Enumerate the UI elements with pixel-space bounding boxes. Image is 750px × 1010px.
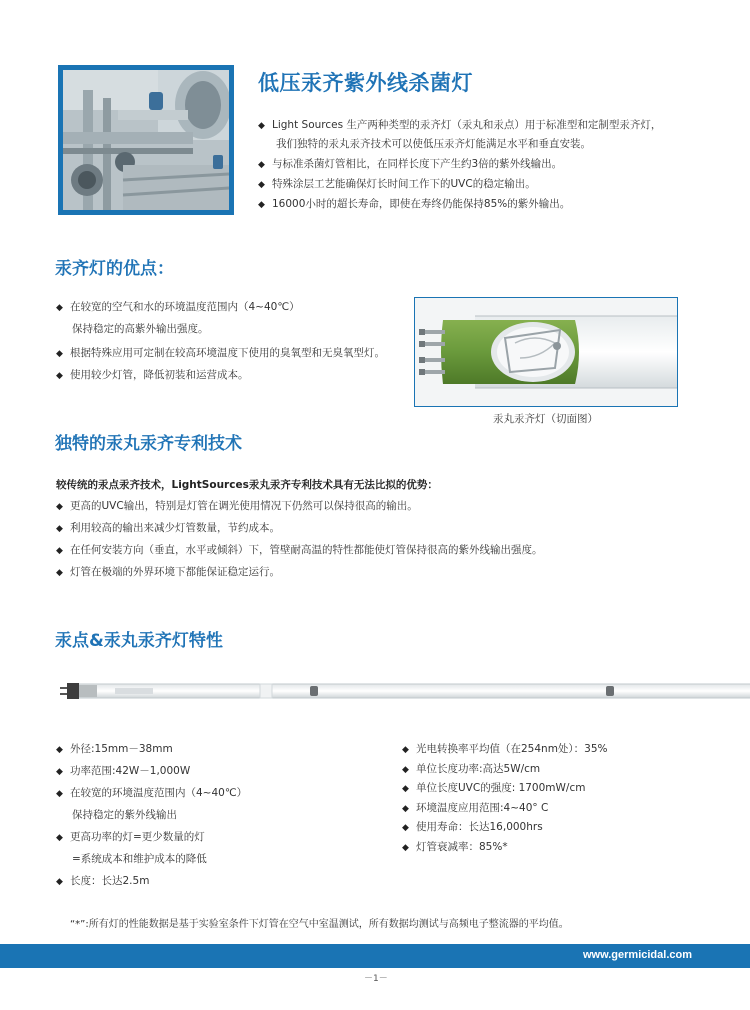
patent-bullet-1: ◆ 更高的UVC输出，特别是灯管在调光使用情况下仍然可以保持很高的输出。	[56, 500, 418, 512]
patent-title: 独特的汞丸汞齐专利技术	[55, 434, 242, 454]
advantage-bullet-1: ◆ 在较宽的空气和水的环境温度范围内（4~40℃）	[56, 301, 300, 313]
spec-right-1: ◆ 光电转换率平均值（在254nm处）：35%	[402, 743, 608, 755]
diamond-bullet-icon: ◆	[258, 160, 265, 170]
diamond-bullet-icon: ◆	[56, 371, 63, 381]
spec-right-6: ◆ 灯管衰减率：85%*	[402, 841, 508, 853]
diamond-bullet-icon: ◆	[258, 180, 265, 190]
page-number: －1－	[364, 974, 388, 984]
diamond-bullet-icon: ◆	[56, 745, 63, 755]
advantage-bullet-1-cont: 保持稳定的高紫外输出强度。	[72, 323, 209, 335]
diamond-bullet-icon: ◆	[56, 524, 63, 534]
diamond-bullet-icon: ◆	[56, 833, 63, 843]
header-photo	[58, 65, 234, 215]
advantage-bullet-2: ◆ 根据特殊应用可定制在较高环境温度下使用的臭氧型和无臭氧型灯。	[56, 347, 385, 359]
spec-left-2: ◆ 功率范围:42W－1,000W	[56, 765, 191, 777]
spec-right-3: ◆ 单位长度UVC的强度: 1700mW/cm	[402, 782, 586, 794]
amalgam-lamp-cutaway-image	[414, 297, 678, 407]
diamond-bullet-icon: ◆	[56, 877, 63, 887]
footer-website-link[interactable]: www.germicidal.com	[582, 949, 692, 961]
spec-right-2: ◆ 单位长度功率:高达5W/cm	[402, 763, 541, 775]
advantage-bullet-3: ◆ 使用较少灯管，降低初装和运营成本。	[56, 369, 249, 381]
header-bullet-4: ◆ 16000小时的超长寿命，即使在寿终仍能保持85%的紫外输出。	[258, 198, 571, 210]
industrial-pipes-illustration	[63, 70, 229, 210]
diamond-bullet-icon: ◆	[402, 823, 409, 833]
spec-right-5: ◆ 使用寿命：长达16,000hrs	[402, 821, 543, 833]
spec-left-1: ◆ 外径:15mm－38mm	[56, 743, 173, 755]
footnote: “*”:所有灯的性能数据是基于实验室条件下灯管在空气中室温测试，所有数据均测试与高频电子整流器的平均值。	[70, 919, 569, 930]
patent-bullet-2: ◆ 利用较高的输出来减少灯管数量，节约成本。	[56, 522, 280, 534]
specs-title: 汞点&汞丸汞齐灯特性	[55, 631, 223, 651]
header-bullet-3: ◆ 特殊涂层工艺能确保灯长时间工作下的UVC的稳定输出。	[258, 178, 536, 190]
long-lamp-illustration	[60, 678, 750, 704]
diamond-bullet-icon: ◆	[402, 784, 409, 794]
patent-bullet-4: ◆ 灯管在极端的外界环境下都能保证稳定运行。	[56, 566, 280, 578]
header-bullet-1: ◆ Light Sources 生产两种类型的汞齐灯（汞丸和汞点）用于标准型和定制型汞齐灯，	[258, 119, 662, 131]
diamond-bullet-icon: ◆	[402, 765, 409, 775]
spec-right-4: ◆ 环境温度应用范围:4~40° C	[402, 802, 549, 814]
spec-left-3: ◆ 在较宽的环境温度范围内（4~40℃）	[56, 787, 248, 799]
lamp-image-caption: 汞丸汞齐灯（切面图）	[493, 413, 598, 425]
diamond-bullet-icon: ◆	[56, 568, 63, 578]
lamp-cutaway-illustration	[415, 298, 677, 406]
diamond-bullet-icon: ◆	[258, 200, 265, 210]
spec-left-5: ◆ 长度：长达2.5m	[56, 875, 150, 887]
diamond-bullet-icon: ◆	[56, 767, 63, 777]
diamond-bullet-icon: ◆	[56, 546, 63, 556]
advantages-title: 汞齐灯的优点：	[55, 259, 174, 279]
patent-bullet-3: ◆ 在任何安装方向（垂直，水平或倾斜）下，管壁耐高温的特性都能使灯管保持很高的紫外线输出强度。	[56, 544, 543, 556]
footer-bar	[0, 944, 750, 968]
diamond-bullet-icon: ◆	[56, 303, 63, 313]
diamond-bullet-icon: ◆	[402, 804, 409, 814]
diamond-bullet-icon: ◆	[56, 789, 63, 799]
spec-left-4: ◆ 更高功率的灯=更少数量的灯	[56, 831, 205, 843]
long-lamp-image	[60, 678, 750, 704]
diamond-bullet-icon: ◆	[56, 349, 63, 359]
page-title: 低压汞齐紫外线杀菌灯	[258, 71, 473, 95]
spec-left-3-cont: 保持稳定的紫外线输出	[72, 809, 177, 821]
patent-intro: 较传统的汞点汞齐技术，LightSources汞丸汞齐专利技术具有无法比拟的优势：	[56, 479, 438, 491]
spec-left-4-cont: =系统成本和维护成本的降低	[72, 853, 207, 865]
header-bullet-1-cont: 我们独特的汞丸汞齐技术可以使低压汞齐灯能满足水平和垂直安装。	[276, 138, 591, 150]
header-bullet-2: ◆ 与标准杀菌灯管相比，在同样长度下产生约3倍的紫外线输出。	[258, 158, 563, 170]
diamond-bullet-icon: ◆	[402, 843, 409, 853]
diamond-bullet-icon: ◆	[258, 121, 265, 131]
diamond-bullet-icon: ◆	[402, 745, 409, 755]
diamond-bullet-icon: ◆	[56, 502, 63, 512]
